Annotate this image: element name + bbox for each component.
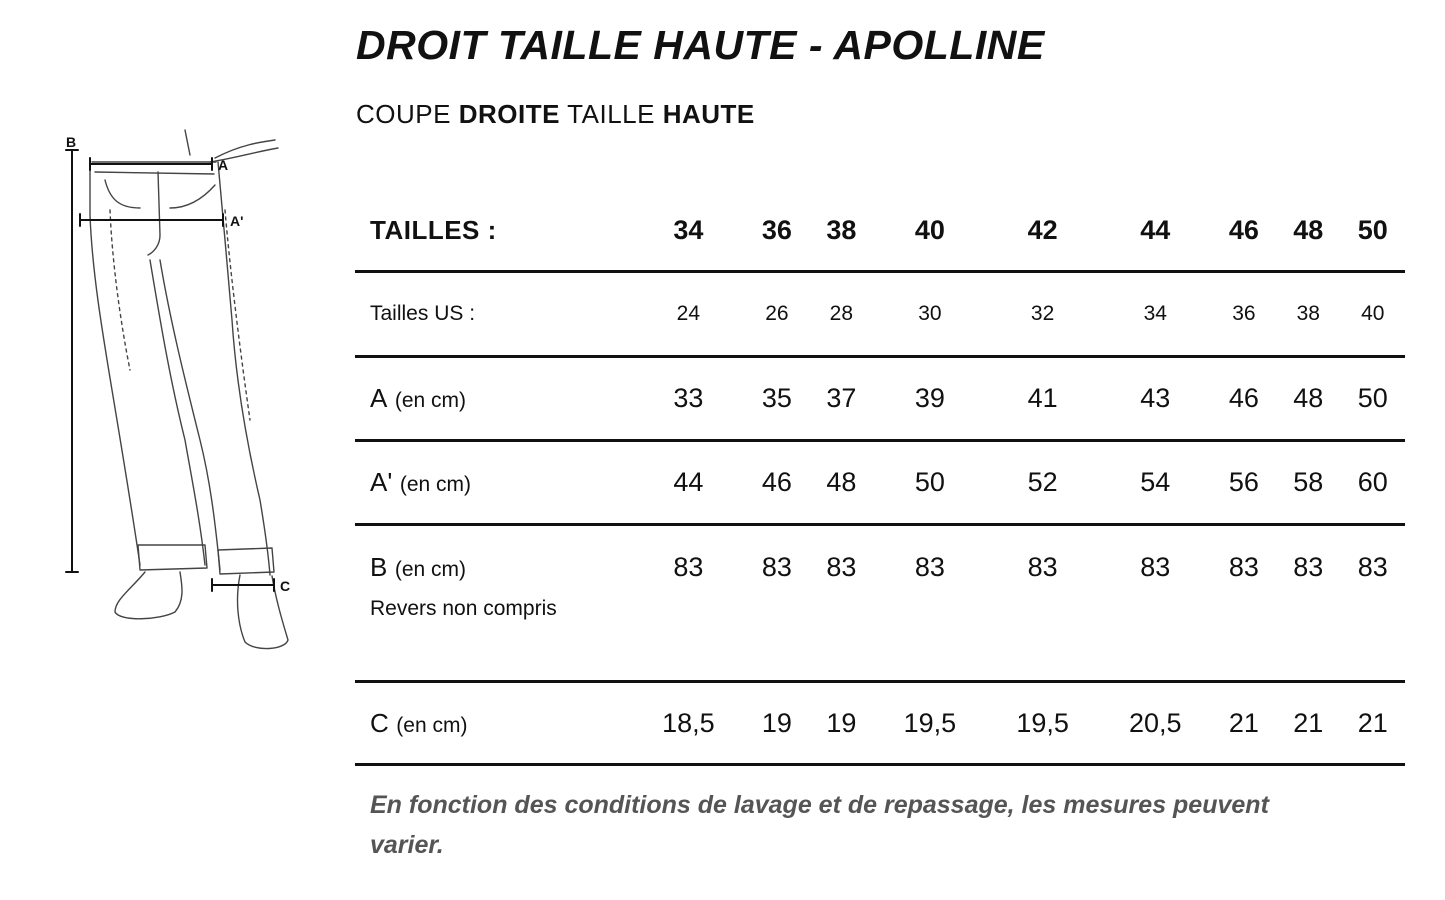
b-cell: 83: [1027, 552, 1058, 582]
size-table: [355, 190, 1405, 766]
subtitle: [356, 99, 755, 130]
b-cell: 83: [1293, 552, 1324, 582]
us-cell: 38: [1296, 302, 1320, 325]
b-cell: 83: [761, 552, 792, 582]
a-cell: 48: [1293, 383, 1324, 413]
a2-label: [355, 442, 632, 523]
c-cell: 18,5: [662, 707, 715, 738]
b-note: Revers non compris: [370, 597, 557, 620]
header-label: TAILLES :: [370, 214, 497, 245]
c-unit: (en cm): [396, 713, 468, 737]
divider-line: [355, 763, 1405, 766]
measure-c: [212, 579, 274, 591]
measure-a2: [80, 214, 223, 226]
a2-letter: A': [370, 467, 393, 497]
us-cell: 26: [765, 302, 789, 325]
c-cell: 21: [1293, 707, 1324, 738]
c-cell: 19,5: [903, 707, 957, 738]
size-cell: 38: [826, 214, 857, 245]
measure-b: [66, 150, 78, 572]
a2-unit: (en cm): [399, 473, 472, 496]
a2-cell: 44: [673, 467, 704, 497]
a2-cell: 52: [1027, 467, 1058, 497]
diagram-label-c: C: [280, 578, 291, 594]
a2-cell: 48: [826, 467, 857, 497]
a-cell: 33: [673, 383, 704, 413]
size-cell: 44: [1140, 214, 1171, 245]
a2-cell: 58: [1293, 467, 1324, 497]
b-cell: 83: [826, 552, 857, 582]
a-cell: 41: [1027, 383, 1058, 413]
a2-cell: 46: [761, 467, 792, 497]
c-letter: C: [370, 707, 389, 738]
us-cell: 30: [918, 302, 942, 325]
c-cell: 20,5: [1129, 707, 1182, 738]
a-letter: A: [370, 383, 388, 413]
us-cell: 40: [1361, 302, 1385, 325]
cuffs: [138, 545, 274, 574]
a2-cell: 50: [914, 467, 945, 497]
table-row-us: [355, 273, 1405, 355]
subtitle-part4: HAUTE: [662, 99, 755, 129]
jeans-measurement-illustration: [50, 120, 310, 660]
c-cell: 21: [1228, 707, 1259, 738]
diagram-label-a2: A': [230, 213, 244, 229]
diagram-label-a: A: [218, 157, 229, 173]
b-cell: 83: [1357, 552, 1388, 582]
table-row-sizes: [355, 190, 1405, 270]
row-divider: [355, 763, 1405, 766]
c-cell: 19,5: [1016, 707, 1069, 738]
c-cell: 19: [761, 707, 792, 738]
a-cell: 43: [1140, 383, 1171, 413]
b-cell: 83: [1228, 552, 1259, 582]
diagram-label-b: B: [66, 134, 77, 150]
us-cell: 32: [1030, 302, 1055, 325]
measure-a: [90, 158, 212, 170]
a2-cell: 60: [1357, 467, 1388, 497]
b-cell: 83: [914, 552, 945, 582]
page-title: DROIT TAILLE HAUTE - APOLLINE: [356, 22, 1045, 68]
size-cell: 48: [1293, 214, 1324, 245]
subtitle-part3: TAILLE: [559, 99, 663, 129]
a2-cell: 56: [1228, 467, 1259, 497]
b-unit: (en cm): [394, 558, 467, 581]
hand-sketch: [185, 130, 278, 162]
a-cell: 46: [1228, 383, 1259, 413]
a-cell: 50: [1357, 383, 1388, 413]
a-cell: 39: [914, 383, 945, 413]
size-cell: 36: [761, 214, 792, 245]
us-cell: 34: [1143, 302, 1167, 325]
shoes: [115, 572, 291, 649]
size-cell: 40: [914, 214, 945, 245]
a2-cell: 54: [1140, 467, 1171, 497]
a-unit: (en cm): [394, 389, 467, 412]
us-cell: 24: [676, 302, 701, 325]
b-cell: 83: [673, 552, 704, 582]
a-cell: 35: [761, 383, 792, 413]
footnote: En fonction des conditions de lavage et de repassage, les mesures peuvent varier.: [370, 791, 1269, 859]
b-cell: 83: [1140, 552, 1171, 582]
c-cell: 19: [826, 707, 857, 738]
size-cell: 46: [1228, 214, 1259, 245]
b-label: [355, 526, 632, 680]
c-cell: 21: [1357, 707, 1388, 738]
table-row-b: [355, 526, 1405, 680]
a-cell: 37: [826, 383, 857, 413]
c-label: [355, 683, 632, 763]
table-row-c: [355, 683, 1405, 763]
us-cell: 36: [1232, 302, 1256, 325]
table-row-a2: [355, 442, 1405, 523]
table-row-a: [355, 358, 1405, 439]
size-cell: 42: [1027, 214, 1058, 245]
size-cell: 50: [1357, 214, 1388, 245]
subtitle-part2: DROITE: [458, 99, 560, 129]
us-label: Tailles US :: [370, 302, 476, 325]
a-label: [355, 358, 632, 439]
size-cell: 34: [673, 214, 704, 245]
b-letter: B: [370, 552, 388, 582]
us-cell: 28: [829, 302, 854, 325]
subtitle-part1: COUPE: [356, 99, 459, 129]
